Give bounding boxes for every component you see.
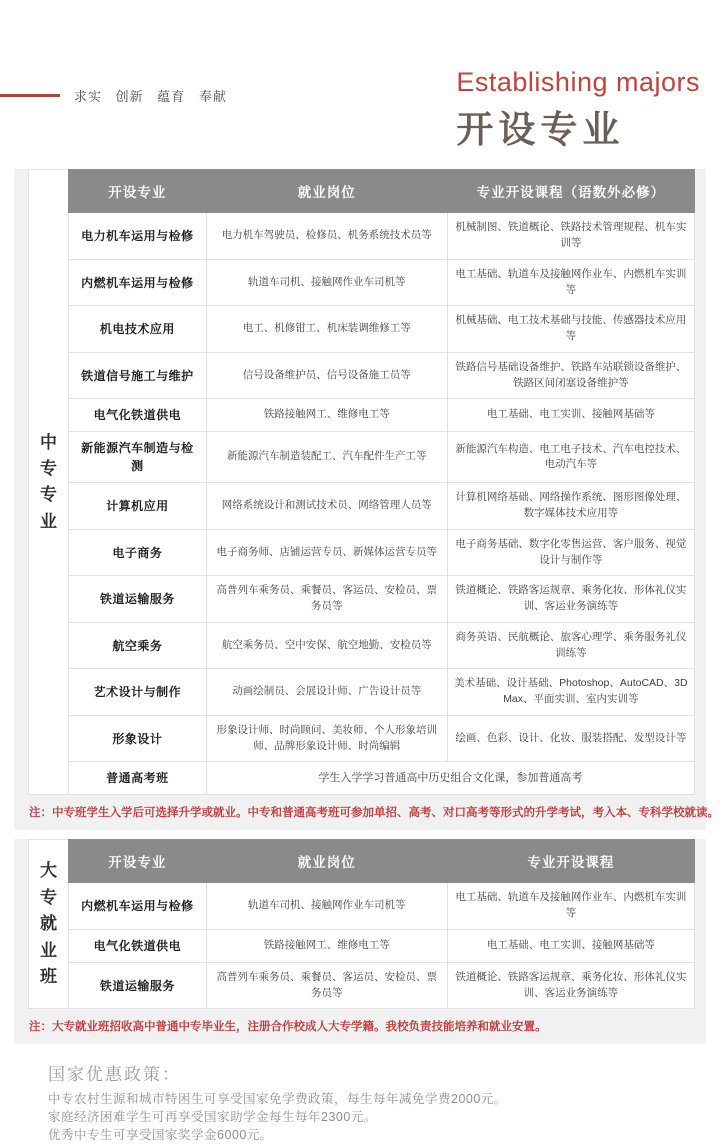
courses-cell: 铁路信号基础设备维护、铁路车站联锁设备维护、铁路区间闭塞设备维护等: [447, 352, 694, 399]
side-label-zhongzhuan: 中专专业: [40, 432, 57, 531]
policy-line: 家庭经济困难学生可再享受国家助学金每生每年2300元。: [48, 1110, 377, 1125]
major-cell: 铁道运输服务: [69, 576, 207, 623]
slogan-block: [0, 86, 227, 105]
majors-table-zhongzhuan: [68, 169, 695, 795]
major-cell: 艺术设计与制作: [69, 669, 207, 716]
table-header-row: [69, 170, 695, 213]
table-row: [69, 432, 695, 483]
table-row: [69, 929, 695, 962]
table-row: [69, 259, 695, 306]
table-header-row: [69, 840, 695, 883]
table-row: [69, 762, 695, 795]
courses-cell: 铁道概论、铁路客运规章、乘务化妆、形体礼仪实训、客运业务演练等: [447, 576, 694, 623]
jobs-cell: 高普列车乘务员、乘餐员、客运员、安检员、票务员等: [206, 962, 447, 1009]
merged-description-cell: 学生入学学习普通高中历史组合文化课，参加普通高考: [206, 762, 694, 795]
major-cell: 铁道运输服务: [69, 962, 207, 1009]
table-row: [69, 669, 695, 716]
accent-line: [0, 94, 60, 97]
table-row: [69, 529, 695, 576]
jobs-cell: 动画绘制员、会展设计师、广告设计员等: [206, 669, 447, 716]
courses-cell: 绘画、色彩、设计、化妆、服装搭配、发型设计等: [447, 715, 694, 762]
major-cell: 电力机车运用与检修: [69, 213, 207, 260]
table-row: [69, 962, 695, 1009]
table-row: [69, 399, 695, 432]
jobs-cell: 信号设备维护员、信号设备施工员等: [206, 352, 447, 399]
major-cell: 新能源汽车制造与检测: [69, 432, 207, 483]
major-cell: 电气化铁道供电: [69, 399, 207, 432]
courses-cell: 新能源汽车构造、电工电子技术、汽车电控技术、电动汽车等: [447, 432, 694, 483]
courses-cell: 电工基础、电工实训、接触网基础等: [447, 929, 694, 962]
national-policy-section: [48, 1060, 700, 1144]
table-row: [69, 622, 695, 669]
courses-cell: 机械制图、铁道概论、铁路技术管理规程、机车实训等: [447, 213, 694, 260]
table-row: [69, 352, 695, 399]
jobs-cell: 铁路接触网工、维修电工等: [206, 399, 447, 432]
title-block: [456, 68, 720, 153]
courses-cell: 电工基础、轨道车及接触网作业车、内燃机车实训等: [447, 883, 694, 930]
courses-cell: 商务英语、民航概论、旅客心理学、乘务服务礼仪训练等: [447, 622, 694, 669]
table-row: [69, 715, 695, 762]
courses-cell: 计算机网络基础、网络操作系统、图形图像处理、数字媒体技术应用等: [447, 483, 694, 530]
jobs-cell: 铁路接触网工、维修电工等: [206, 929, 447, 962]
jobs-cell: 轨道车司机、接触网作业车司机等: [206, 883, 447, 930]
policy-line: 优秀中专生可享受国家奖学金6000元。: [48, 1127, 273, 1142]
policy-title: 国家优惠政策：: [48, 1065, 181, 1085]
major-cell: 电子商务: [69, 529, 207, 576]
major-cell: 内燃机车运用与检修: [69, 259, 207, 306]
courses-cell: 电工基础、轨道车及接触网作业车、内燃机车实训等: [447, 259, 694, 306]
panel-row: [28, 169, 695, 795]
major-cell: 铁道信号施工与维护: [69, 352, 207, 399]
major-cell: 形象设计: [69, 715, 207, 762]
courses-cell: 机械基础、电工技术基础与技能、传感器技术应用等: [447, 306, 694, 353]
table-row: [69, 306, 695, 353]
jobs-cell: 航空乘务员、空中安保、航空地勤、安检员等: [206, 622, 447, 669]
column-header: 就业岗位: [206, 170, 447, 213]
page-title-english: Establishing majors: [456, 67, 700, 97]
column-header: 就业岗位: [206, 840, 447, 883]
major-cell: 计算机应用: [69, 483, 207, 530]
table-row: [69, 576, 695, 623]
jobs-cell: 新能源汽车制造装配工、汽车配件生产工等: [206, 432, 447, 483]
major-cell: 机电技术应用: [69, 306, 207, 353]
jobs-cell: 高普列车乘务员、乘餐员、客运员、安检员、票务员等: [206, 576, 447, 623]
courses-cell: 铁道概论、铁路客运规章、乘务化妆、形体礼仪实训、客运业务演练等: [447, 962, 694, 1009]
jobs-cell: 电子商务师、店铺运营专员、新媒体运营专员等: [206, 529, 447, 576]
page-header: [0, 0, 720, 153]
major-cell: 普通高考班: [69, 762, 207, 795]
column-header: 开设专业: [69, 170, 207, 213]
column-header: 专业开设课程（语数外必修）: [447, 170, 694, 213]
column-header: 专业开设课程: [447, 840, 694, 883]
courses-cell: 电工基础、电工实训、接触网基础等: [447, 399, 694, 432]
jobs-cell: 形象设计师、时尚顾问、美妆师、个人形象培训师、品牌形象设计师、时尚编辑: [206, 715, 447, 762]
zhongzhuan-note: 注：中专班学生入学后可选择升学或就业。中专和普通高考班可参加单招、高考、对口高考等形式的升学考试，考入本、专科学校就读。: [29, 807, 719, 820]
courses-cell: 美术基础、设计基础、Photoshop、AutoCAD、3D Max、平面实训、室内实训等: [447, 669, 694, 716]
majors-table-dazhuan: [68, 839, 695, 1009]
policy-lines: [48, 1091, 700, 1144]
major-cell: 电气化铁道供电: [69, 929, 207, 962]
policy-line: 中专农村生源和城市特困生可享受国家免学费政策，每生每年减免学费2000元。: [48, 1092, 507, 1107]
jobs-cell: 电力机车驾驶员、检修员、机务系统技术员等: [206, 213, 447, 260]
jobs-cell: 电工、机修钳工、机床装调维修工等: [206, 306, 447, 353]
jobs-cell: 轨道车司机、接触网作业车司机等: [206, 259, 447, 306]
dazhuan-note: 注：大专就业班招收高中普通中专毕业生，注册合作校成人大专学籍。我校负责技能培养和就业安置。: [29, 1021, 547, 1034]
slogan-text: 求实 创新 蕴育 奉献: [74, 89, 227, 104]
major-cell: 内燃机车运用与检修: [69, 883, 207, 930]
college-employment-class-panel: [14, 839, 706, 1044]
courses-cell: 电子商务基础、数字化零售运营、客户服务、视觉设计与制作等: [447, 529, 694, 576]
table-row: [69, 883, 695, 930]
jobs-cell: 网络系统设计和测试技术员、网络管理人员等: [206, 483, 447, 530]
page-title-chinese: 开设专业: [456, 109, 625, 151]
table-row: [69, 483, 695, 530]
side-label-cell: [28, 169, 68, 795]
panel-row: [28, 839, 695, 1009]
column-header: 开设专业: [69, 840, 207, 883]
secondary-school-majors-panel: [14, 169, 719, 830]
table-row: [69, 213, 695, 260]
side-label-cell: [28, 839, 68, 1009]
side-label-dazhuan: 大专就业班: [40, 861, 57, 986]
major-cell: 航空乘务: [69, 622, 207, 669]
